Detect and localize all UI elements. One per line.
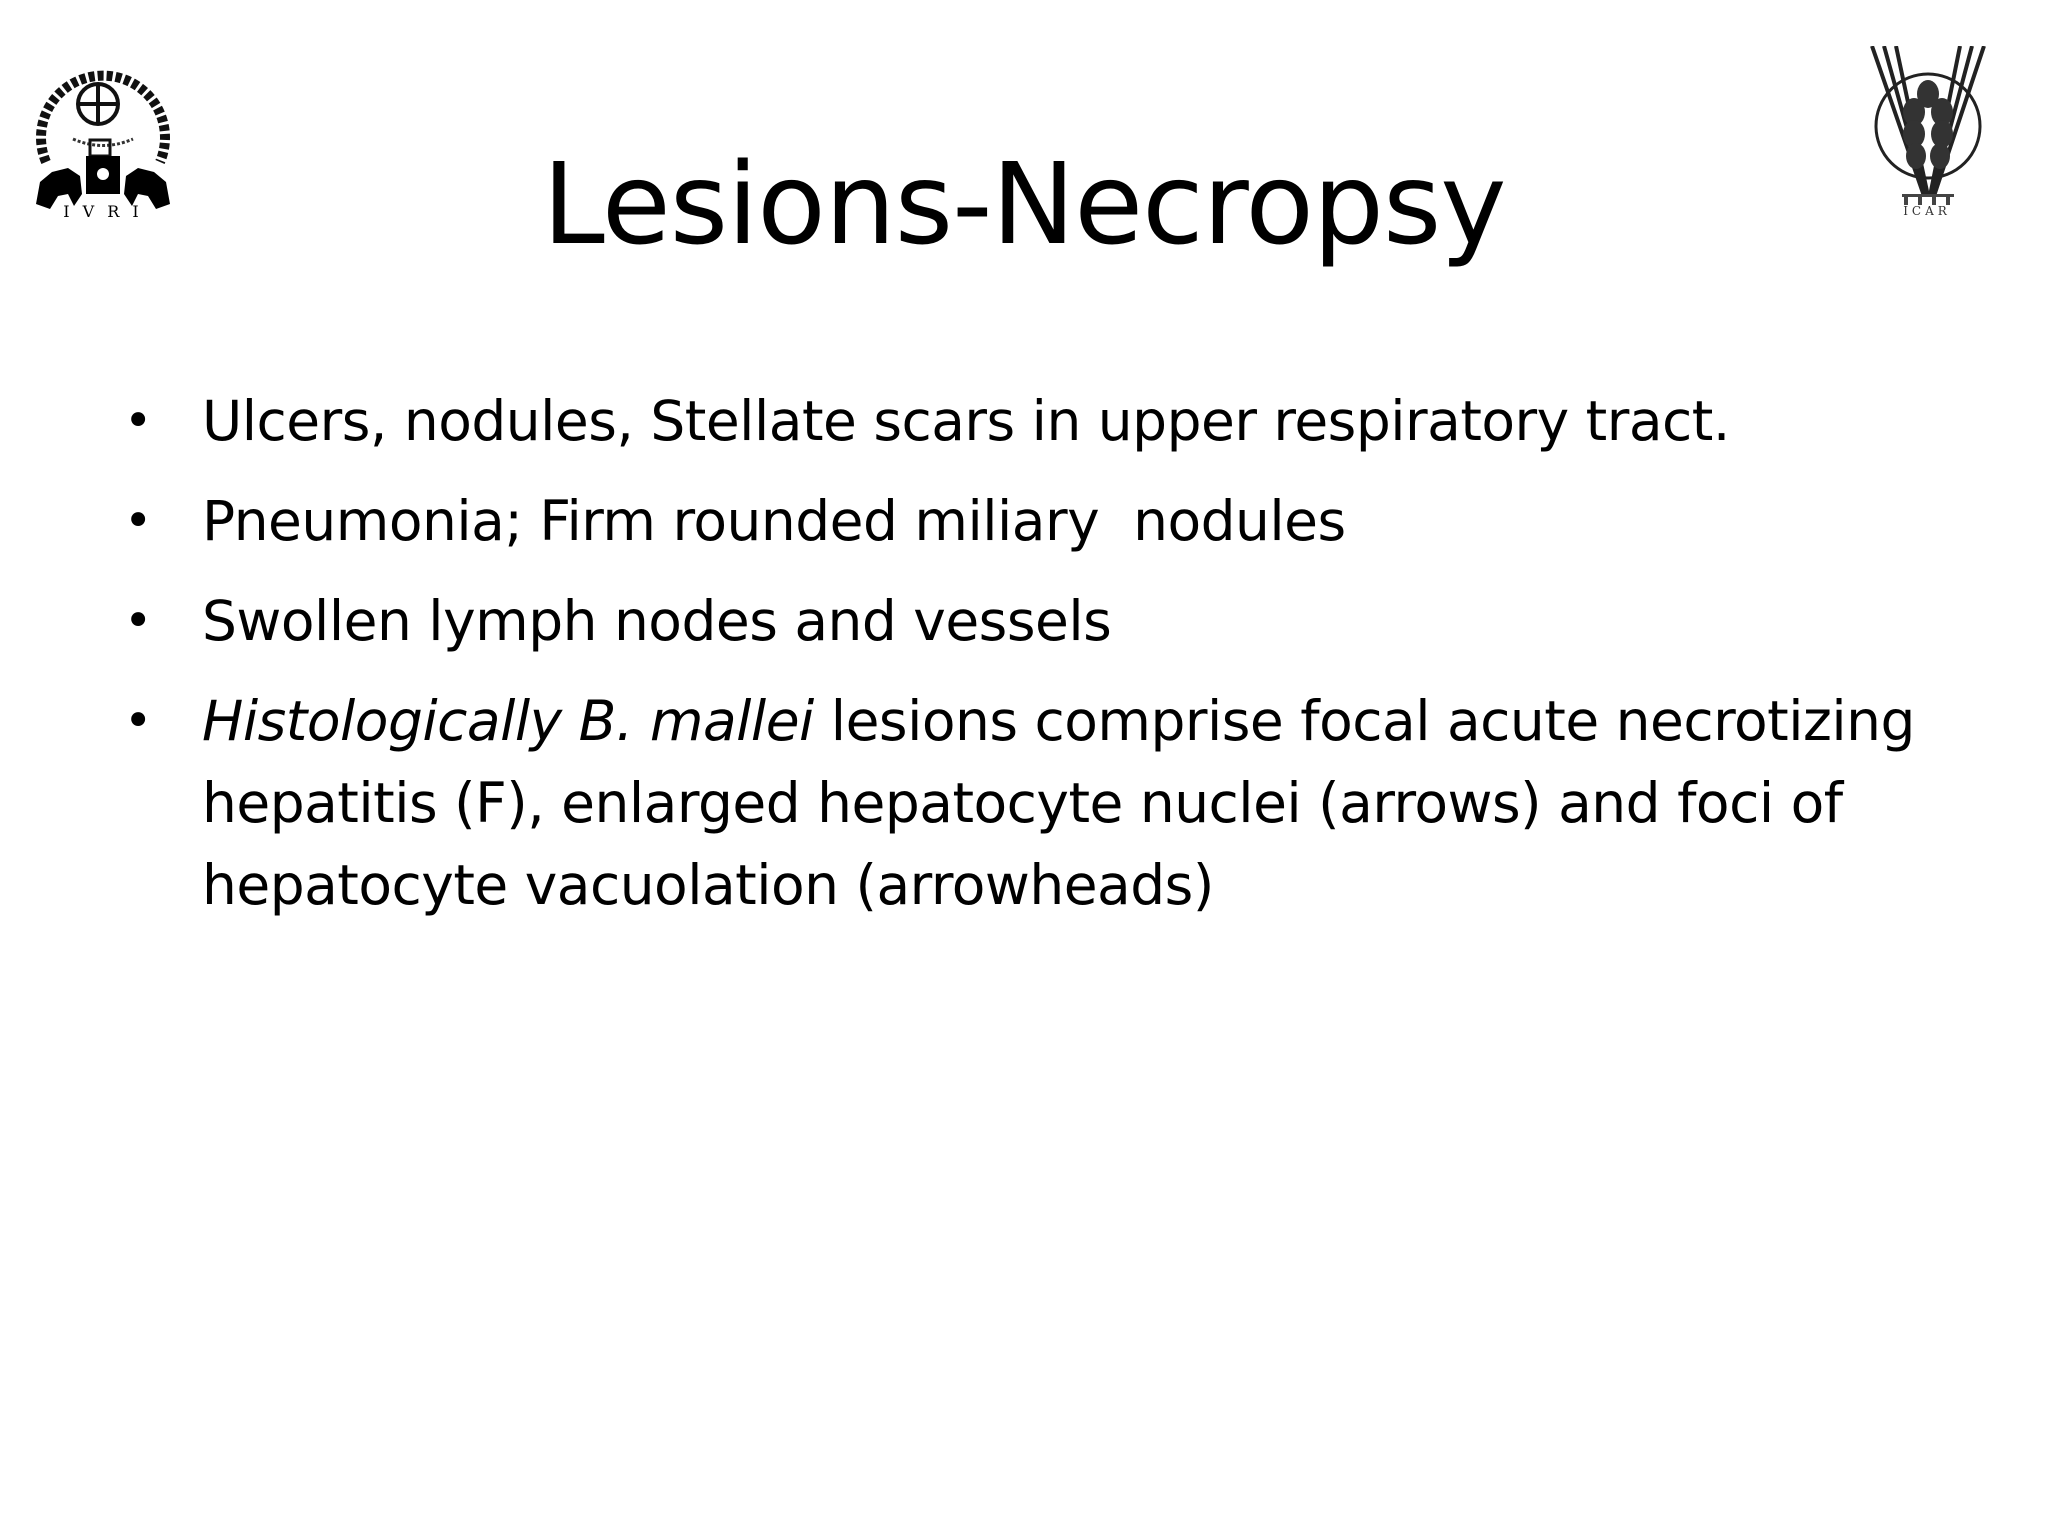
bullet-dot-icon: •: [124, 493, 152, 549]
bullet-item: [124, 680, 2042, 926]
ivri-caption: I V R I: [63, 202, 143, 221]
bullet-dot-icon: •: [124, 693, 152, 749]
bullet-item: [124, 580, 2004, 662]
bullet-dot-icon: •: [124, 593, 152, 649]
bullet-list: [124, 380, 2004, 944]
slide-title: Lesions-Necropsy: [542, 140, 1506, 270]
bullet-item: [124, 480, 2004, 562]
bullet-dot-icon: •: [124, 393, 152, 449]
bullet-text: Pneumonia; Firm rounded miliary nodules: [202, 489, 1346, 553]
icar-caption: ICAR: [1903, 204, 1951, 218]
bullet-item: [124, 380, 2004, 462]
bullet-text: Swollen lymph nodes and vessels: [202, 589, 1112, 653]
bullet-text: lesions comprise focal acute necrotizing hepatitis (F), enlarged hepatocyte nuclei (arrows) and foci of hepatocyte vacuolation (arrowheads): [202, 689, 1915, 917]
bullet-text: Ulcers, nodules, Stellate scars in upper respiratory tract.: [202, 389, 1730, 453]
bullet-italic-lead: Histologically B. mallei: [202, 689, 814, 753]
